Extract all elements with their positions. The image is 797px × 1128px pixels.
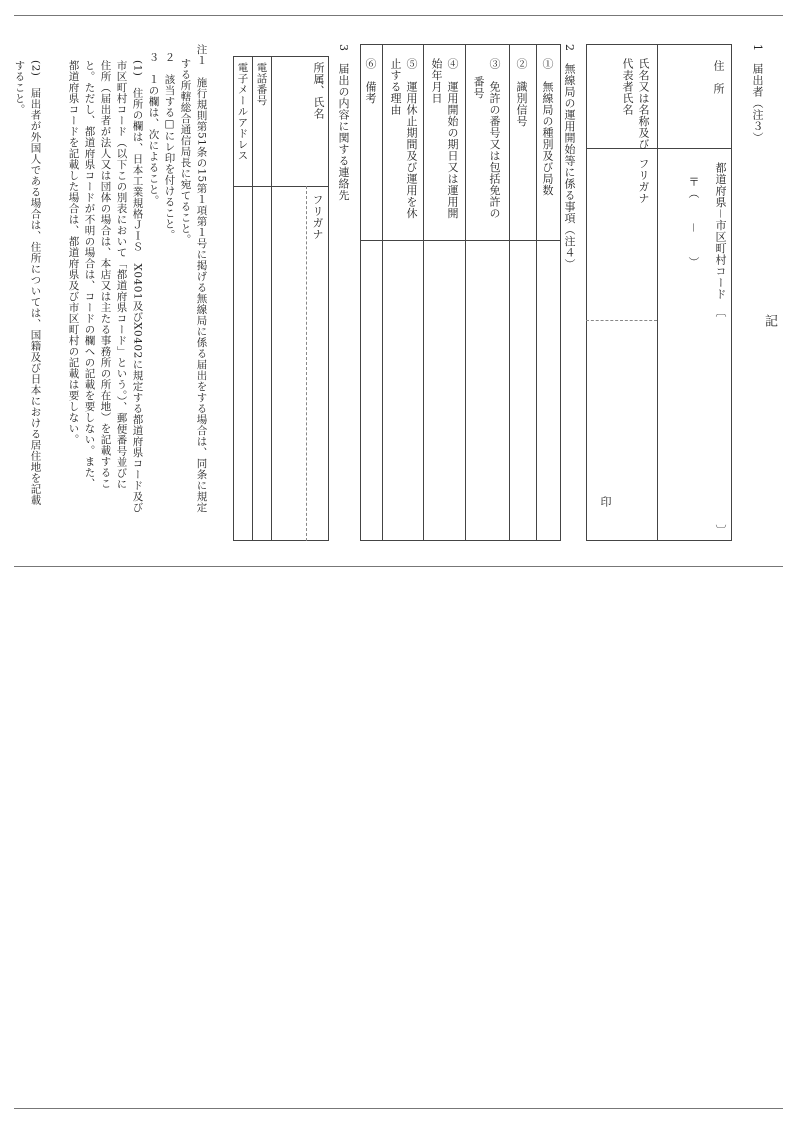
note-3-1-line1: (1) 住所の欄は、日本工業規格ＪＩＳ X0401及びX0402に規定する都道府県コード及び: [131, 60, 144, 513]
section2-row-divider-5: [382, 44, 383, 541]
section3-row-divider-2: [252, 56, 253, 541]
section2-label-divider: [360, 240, 561, 241]
section1-title: 1 届出者（注３）: [751, 44, 764, 144]
section1-label-divider: [586, 148, 732, 149]
affiliation-label: 所属、氏名: [312, 62, 325, 120]
note-3-2-line1: (2) 届出者が外国人である場合は、住所については、国籍及び日本における居住地を記載: [29, 60, 42, 506]
section3-furigana-divider: [306, 186, 307, 541]
prefecture-code-label: 都道府県－市区町村コード 〔 〕: [714, 162, 727, 536]
section3-title: 3 届出の内容に関する連絡先: [337, 44, 350, 201]
mid-rule: [14, 566, 783, 567]
section3-row-divider-1: [271, 56, 272, 541]
name-label-line1: 氏名又は名称及び: [637, 58, 650, 150]
heading-ki: 記: [762, 314, 777, 328]
item-license-number: ③ 免許の番号又は包括免許の: [488, 58, 501, 219]
section2-row-divider-3: [465, 44, 466, 541]
name-furigana-label: フリガナ: [637, 158, 650, 204]
section2-row-divider-4: [423, 44, 424, 541]
section2-title: 2 無線局の運用開始等に係る事項（注４）: [563, 44, 576, 270]
seal-mark: 印: [599, 496, 612, 508]
note-1-line1: 注１ 施行規則第51条の15第１項第１号に掲げる無線局に係る届出をする場合は、同条に規定: [195, 44, 208, 513]
affiliation-furigana-label: フリガナ: [311, 194, 324, 240]
bottom-rule: [14, 1108, 783, 1109]
item-operation-date: ④ 運用開始の期日又は運用開: [446, 58, 459, 219]
note-3-1-line5: 都道府県コードを記載した場合は、都道府県及び市区町村の記載は要しない。: [67, 60, 80, 445]
note-3-1-line3: 住所（届出者が法人又は団体の場合は、本店又は主たる事務所の所在地）を記載するこ: [99, 60, 112, 489]
item-station-type: ① 無線局の種別及び局数: [541, 58, 554, 196]
note-3-2-line2: すること。: [13, 60, 26, 115]
item-license-number-cont: 番号: [472, 76, 485, 99]
phone-label: 電話番号: [255, 62, 268, 106]
note-3: ３ １の欄は、次によること。: [147, 52, 160, 206]
section1-table: [586, 44, 732, 541]
section1-row-divider: [657, 44, 658, 541]
section3-label-divider: [233, 186, 329, 187]
item-call-sign: ② 識別信号: [515, 58, 528, 127]
email-label: 電子メールアドレス: [236, 62, 249, 161]
item-suspension: ⑤ 運用休止期間及び運用を休: [405, 58, 418, 219]
item-operation-date-cont: 始年月日: [430, 58, 443, 104]
section2-row-divider-1: [536, 44, 537, 541]
section2-row-divider-2: [509, 44, 510, 541]
section2-table: [360, 44, 561, 541]
item-suspension-cont: 止する理由: [389, 58, 402, 116]
top-rule: [14, 15, 783, 16]
section1-furigana-divider: [586, 320, 657, 321]
postal-code-field[interactable]: 〒（ － ）: [687, 176, 700, 268]
item-remarks: ⑥ 備考: [364, 58, 377, 104]
note-1-line2: する所轄総合通信局長に宛てること。: [179, 58, 192, 245]
note-3-1-line2: 市区町村コード（以下この別表において「都道府県コード」という。）、郵便番号並びに: [115, 60, 128, 490]
name-label-line2: 代表者氏名: [621, 58, 634, 116]
note-3-1-line4: と。ただし、都道府県コードが不明の場合は、コードの欄への記載を要しない。また、: [83, 60, 96, 489]
address-label: 住 所: [712, 60, 725, 95]
note-2: ２ 該当する□にレ印を付けること。: [163, 52, 176, 241]
